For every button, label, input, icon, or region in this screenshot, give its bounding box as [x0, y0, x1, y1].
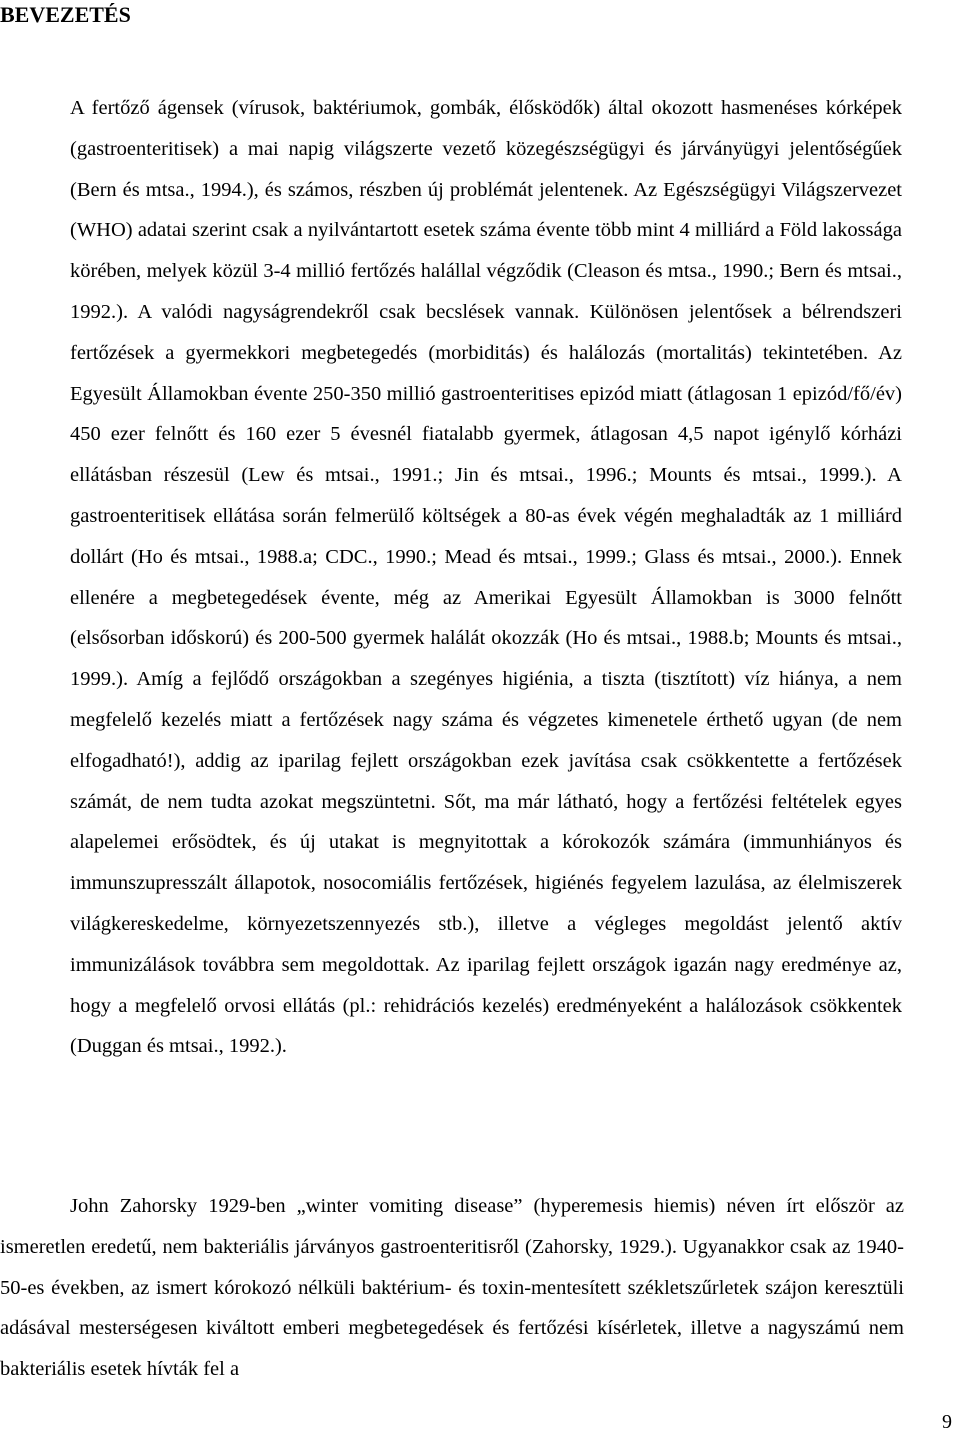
paragraph-2: John Zahorsky 1929-ben „winter vomiting disease” (hyperemesis hiemis) néven írt először az ismeretlen eredetű, nem bakteriális járványos gastroenteritisről (Zahorsky, 1929.). Ugyanakkor csak az 1940-50-es években, az ismert kórokozó nélküli baktérium- és toxin-mentesített székletszűrletek szájon keresztüli adásával mesterségesen kiváltott emberi megbetegedések és fertőzési kísérletek, illetve a nagyszámú nem bakteriális esetek hívták fel a: [0, 1195, 904, 1381]
page-number: 9: [942, 1411, 952, 1433]
paragraph-1: A fertőző ágensek (vírusok, baktériumok, gombák, élősködők) által okozott hasmenéses kórképek (gastroenteritisek) a mai napig világszerte vezető közegészségügyi és járványügyi jelentőségűek (Bern és mtsa., 1994.), és számos, részben új problémát jelentenek. Az Egészségügyi Világszervezet (WHO) adatai szerint csak a nyilvántartott esetek száma évente több mint 4 milliárd a Föld lakossága körében, melyek közül 3-4 millió fertőzés halállal végződik (Cleason és mtsa., 1990.; Bern és mtsai., 1992.). A valódi nagyságrendekről csak becslések vannak. Különösen jelentősek a bélrendszeri fertőzések a gyermekkori megbetegedés (morbiditás) és halálozás (mortalitás) tekintetében. Az Egyesült Államokban évente 250-350 millió gastroenteritises epizód miatt (átlagosan 1 epizód/fő/év) 450 ezer felnőtt és 160 ezer 5 évesnél fiatalabb gyermek, átlagosan 4,5 napot igénylő kórházi ellátásban részesül (Lew és mtsai., 1991.; Jin és mtsai., 1996.; Mounts és mtsai., 1999.). A gastroenteritisek ellátása során felmerülő költségek a 80-as évek végén meghaladták az 1 milliárd dollárt (Ho és mtsai., 1988.a; CDC., 1990.; Mead és mtsai., 1999.; Glass és mtsai., 2000.). Ennek ellenére a megbetegedések évente, még az Amerikai Egyesült Államokban is 3000 felnőtt (elsősorban időskorú) és 200-500 gyermek halálát okozzák (Ho és mtsai., 1988.b; Mounts és mtsai., 1999.). Amíg a fejlődő országokban a szegényes higiénia, a tiszta (tisztított) víz hiánya, a nem megfelelő kezelés miatt a fertőzések nagy száma és végzetes kimenetele érthető ugyan (de nem elfogadható!), addig az iparilag fejlett országokban ezek javítása csak csökkentette a fertőzések számát, de nem tudta azokat megszüntetni. Sőt, ma már látható, hogy a fertőzési feltételek egyes alapelemei erősödtek, és új utakat is megnyitottak a kórokozók számára (immunhiányos és immunszupresszált állapotok, nosocomiális fertőzések, higiénés fegyelem lazulása, az élelmiszerek világkereskedelme, környezetszennyezés stb.), illetve a végleges megoldást jelentő aktív immunizálások továbbra sem megoldottak. Az iparilag fejlett országok igazán nagy eredménye az, hogy a megfelelő orvosi ellátás (pl.: rehidrációs kezelés) eredményeként a halálozások csökkentek (Duggan és mtsai., 1992.).: [70, 97, 902, 1058]
section-heading: BEVEZETÉS: [0, 2, 131, 27]
